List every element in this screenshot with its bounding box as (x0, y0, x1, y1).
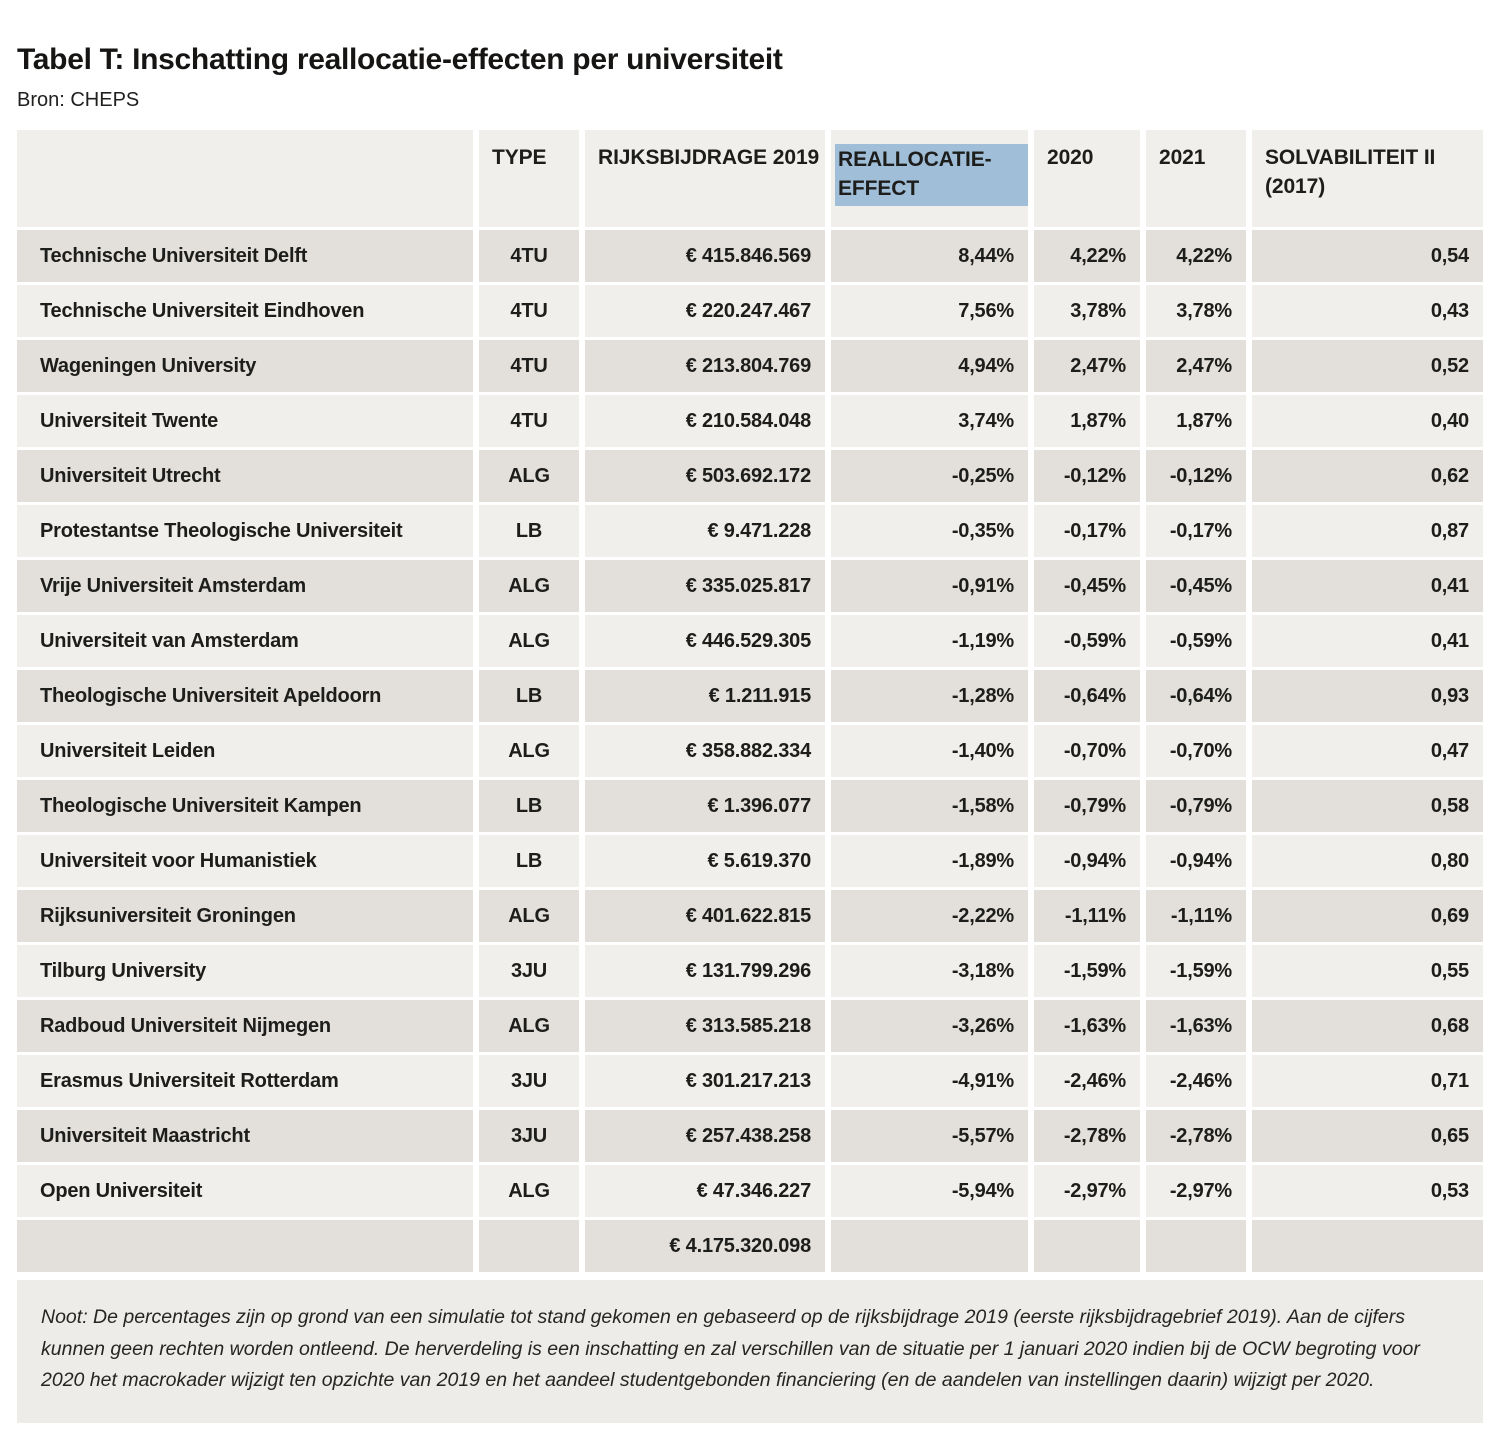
cell-rijksbijdrage: € 9.471.228 (585, 505, 825, 557)
cell-2020: 2,47% (1034, 340, 1140, 392)
cell-type: LB (479, 780, 579, 832)
cell-rijksbijdrage: € 358.882.334 (585, 725, 825, 777)
cell-rijksbijdrage: € 131.799.296 (585, 945, 825, 997)
cell-type: 3JU (479, 1110, 579, 1162)
cell-type: 3JU (479, 1055, 579, 1107)
cell-2020: -0,12% (1034, 450, 1140, 502)
cell-solvabiliteit: 0,62 (1252, 450, 1483, 502)
cell-reallocatie-effect: -2,22% (831, 890, 1028, 942)
cell-university: Rijksuniversiteit Groningen (17, 890, 473, 942)
cell-university: Universiteit Leiden (17, 725, 473, 777)
cell-type: ALG (479, 890, 579, 942)
cell-reallocatie-effect: -1,40% (831, 725, 1028, 777)
cell-type: 3JU (479, 945, 579, 997)
col-header-type: TYPE (479, 130, 579, 227)
cell-2020: -0,70% (1034, 725, 1140, 777)
col-header-reallocatie-effect (831, 130, 1028, 227)
cell-type: LB (479, 835, 579, 887)
cell-type: ALG (479, 725, 579, 777)
cell-rijksbijdrage: € 210.584.048 (585, 395, 825, 447)
cell-2020: -1,59% (1034, 945, 1140, 997)
cell-reallocatie-effect: -0,91% (831, 560, 1028, 612)
cell-2021: -2,46% (1146, 1055, 1246, 1107)
cell-university: Tilburg University (17, 945, 473, 997)
cell-2020: -0,17% (1034, 505, 1140, 557)
cell-2021: -0,94% (1146, 835, 1246, 887)
cell-reallocatie-effect: -4,91% (831, 1055, 1028, 1107)
cell-reallocatie-effect: -0,25% (831, 450, 1028, 502)
cell-2021: 2,47% (1146, 340, 1246, 392)
cell-2020: -2,46% (1034, 1055, 1140, 1107)
col-header-2020: 2020 (1034, 130, 1140, 227)
cell-total-rijksbijdrage: € 4.175.320.098 (585, 1220, 825, 1272)
cell-type: ALG (479, 560, 579, 612)
cell-reallocatie-effect: -1,58% (831, 780, 1028, 832)
table-source: Bron: CHEPS (17, 89, 140, 111)
cell-reallocatie-effect: -5,57% (831, 1110, 1028, 1162)
cell-empty (1146, 1220, 1246, 1272)
cell-university: Technische Universiteit Eindhoven (17, 285, 473, 337)
cell-reallocatie-effect: -1,28% (831, 670, 1028, 722)
cell-rijksbijdrage: € 1.211.915 (585, 670, 825, 722)
cell-university: Universiteit van Amsterdam (17, 615, 473, 667)
cell-university: Radboud Universiteit Nijmegen (17, 1000, 473, 1052)
cell-2020: 1,87% (1034, 395, 1140, 447)
cell-type: 4TU (479, 395, 579, 447)
cell-rijksbijdrage: € 5.619.370 (585, 835, 825, 887)
cell-2021: -0,17% (1146, 505, 1246, 557)
cell-2021: -0,45% (1146, 560, 1246, 612)
cell-university: Universiteit Twente (17, 395, 473, 447)
cell-2021: 3,78% (1146, 285, 1246, 337)
reallocatie-table (17, 130, 1483, 1272)
cell-reallocatie-effect: -1,89% (831, 835, 1028, 887)
cell-2020: -0,59% (1034, 615, 1140, 667)
cell-solvabiliteit: 0,71 (1252, 1055, 1483, 1107)
cell-rijksbijdrage: € 1.396.077 (585, 780, 825, 832)
cell-solvabiliteit: 0,52 (1252, 340, 1483, 392)
cell-2020: -1,11% (1034, 890, 1140, 942)
cell-empty (1034, 1220, 1140, 1272)
cell-university: Theologische Universiteit Apeldoorn (17, 670, 473, 722)
cell-rijksbijdrage: € 446.529.305 (585, 615, 825, 667)
cell-reallocatie-effect: 3,74% (831, 395, 1028, 447)
cell-2021: 4,22% (1146, 230, 1246, 282)
cell-rijksbijdrage: € 313.585.218 (585, 1000, 825, 1052)
cell-2020: -0,45% (1034, 560, 1140, 612)
cell-rijksbijdrage: € 257.438.258 (585, 1110, 825, 1162)
reallocatie-effect-highlight: REALLOCATIE-EFFECT (835, 144, 1028, 206)
cell-2021: 1,87% (1146, 395, 1246, 447)
cell-2020: -2,78% (1034, 1110, 1140, 1162)
cell-2021: -1,63% (1146, 1000, 1246, 1052)
cell-type: ALG (479, 1165, 579, 1217)
cell-rijksbijdrage: € 503.692.172 (585, 450, 825, 502)
cell-university: Erasmus Universiteit Rotterdam (17, 1055, 473, 1107)
cell-solvabiliteit: 0,58 (1252, 780, 1483, 832)
cell-solvabiliteit: 0,41 (1252, 615, 1483, 667)
cell-empty (479, 1220, 579, 1272)
cell-university: Vrije Universiteit Amsterdam (17, 560, 473, 612)
cell-reallocatie-effect: -0,35% (831, 505, 1028, 557)
cell-2020: -2,97% (1034, 1165, 1140, 1217)
col-header-university (17, 130, 473, 227)
cell-type: ALG (479, 1000, 579, 1052)
cell-rijksbijdrage: € 213.804.769 (585, 340, 825, 392)
cell-2021: -0,59% (1146, 615, 1246, 667)
cell-solvabiliteit: 0,80 (1252, 835, 1483, 887)
cell-empty (17, 1220, 473, 1272)
cell-type: 4TU (479, 230, 579, 282)
cell-type: ALG (479, 450, 579, 502)
cell-type: 4TU (479, 340, 579, 392)
cell-solvabiliteit: 0,43 (1252, 285, 1483, 337)
cell-reallocatie-effect: -5,94% (831, 1165, 1028, 1217)
cell-university: Theologische Universiteit Kampen (17, 780, 473, 832)
cell-solvabiliteit: 0,87 (1252, 505, 1483, 557)
cell-university: Technische Universiteit Delft (17, 230, 473, 282)
cell-university: Universiteit Utrecht (17, 450, 473, 502)
cell-empty (831, 1220, 1028, 1272)
cell-university: Open Universiteit (17, 1165, 473, 1217)
cell-reallocatie-effect: -1,19% (831, 615, 1028, 667)
col-header-rijksbijdrage: RIJKSBIJDRAGE 2019 (585, 130, 825, 227)
table-note: Noot: De percentages zijn op grond van een simulatie tot stand gekomen en gebaseerd op de rijksbijdrage 2019 (eerste rijksbijdragebrief 2019). Aan de cijfers kunnen geen rechten worden ontleend. De herverdeling is een inschatting en zal verschillen van de situatie per 1 januari 2020 indien bij de OCW begroting voor 2020 het macrokader wijzigt ten opzichte van 2019 en het aandeel studentgebonden financiering (en de aandelen van instellingen daarin) wijzigt per 2020. (17, 1280, 1483, 1423)
cell-2021: -1,59% (1146, 945, 1246, 997)
cell-2021: -1,11% (1146, 890, 1246, 942)
col-header-solvabiliteit: SOLVABILITEIT II (2017) (1252, 130, 1483, 227)
cell-2020: 4,22% (1034, 230, 1140, 282)
cell-solvabiliteit: 0,65 (1252, 1110, 1483, 1162)
cell-reallocatie-effect: 8,44% (831, 230, 1028, 282)
cell-rijksbijdrage: € 401.622.815 (585, 890, 825, 942)
cell-rijksbijdrage: € 335.025.817 (585, 560, 825, 612)
cell-university: Universiteit Maastricht (17, 1110, 473, 1162)
cell-2020: -0,64% (1034, 670, 1140, 722)
cell-2021: -0,12% (1146, 450, 1246, 502)
cell-solvabiliteit: 0,41 (1252, 560, 1483, 612)
cell-rijksbijdrage: € 47.346.227 (585, 1165, 825, 1217)
cell-solvabiliteit: 0,40 (1252, 395, 1483, 447)
cell-2020: 3,78% (1034, 285, 1140, 337)
cell-university: Protestantse Theologische Universiteit (17, 505, 473, 557)
cell-reallocatie-effect: 7,56% (831, 285, 1028, 337)
cell-solvabiliteit: 0,55 (1252, 945, 1483, 997)
cell-solvabiliteit: 0,93 (1252, 670, 1483, 722)
cell-2020: -0,79% (1034, 780, 1140, 832)
cell-2021: -2,97% (1146, 1165, 1246, 1217)
cell-empty (1252, 1220, 1483, 1272)
cell-type: ALG (479, 615, 579, 667)
cell-solvabiliteit: 0,47 (1252, 725, 1483, 777)
cell-solvabiliteit: 0,68 (1252, 1000, 1483, 1052)
cell-type: LB (479, 505, 579, 557)
cell-university: Universiteit voor Humanistiek (17, 835, 473, 887)
cell-rijksbijdrage: € 301.217.213 (585, 1055, 825, 1107)
cell-university: Wageningen University (17, 340, 473, 392)
cell-type: 4TU (479, 285, 579, 337)
cell-solvabiliteit: 0,54 (1252, 230, 1483, 282)
cell-rijksbijdrage: € 415.846.569 (585, 230, 825, 282)
cell-2021: -0,70% (1146, 725, 1246, 777)
cell-type: LB (479, 670, 579, 722)
cell-2021: -0,64% (1146, 670, 1246, 722)
cell-reallocatie-effect: -3,18% (831, 945, 1028, 997)
cell-reallocatie-effect: 4,94% (831, 340, 1028, 392)
cell-solvabiliteit: 0,69 (1252, 890, 1483, 942)
cell-reallocatie-effect: -3,26% (831, 1000, 1028, 1052)
table-title: Tabel T: Inschatting reallocatie-effecten per universiteit (17, 43, 783, 76)
cell-2020: -0,94% (1034, 835, 1140, 887)
cell-2021: -2,78% (1146, 1110, 1246, 1162)
cell-rijksbijdrage: € 220.247.467 (585, 285, 825, 337)
col-header-2021: 2021 (1146, 130, 1246, 227)
cell-2020: -1,63% (1034, 1000, 1140, 1052)
cell-2021: -0,79% (1146, 780, 1246, 832)
cell-solvabiliteit: 0,53 (1252, 1165, 1483, 1217)
